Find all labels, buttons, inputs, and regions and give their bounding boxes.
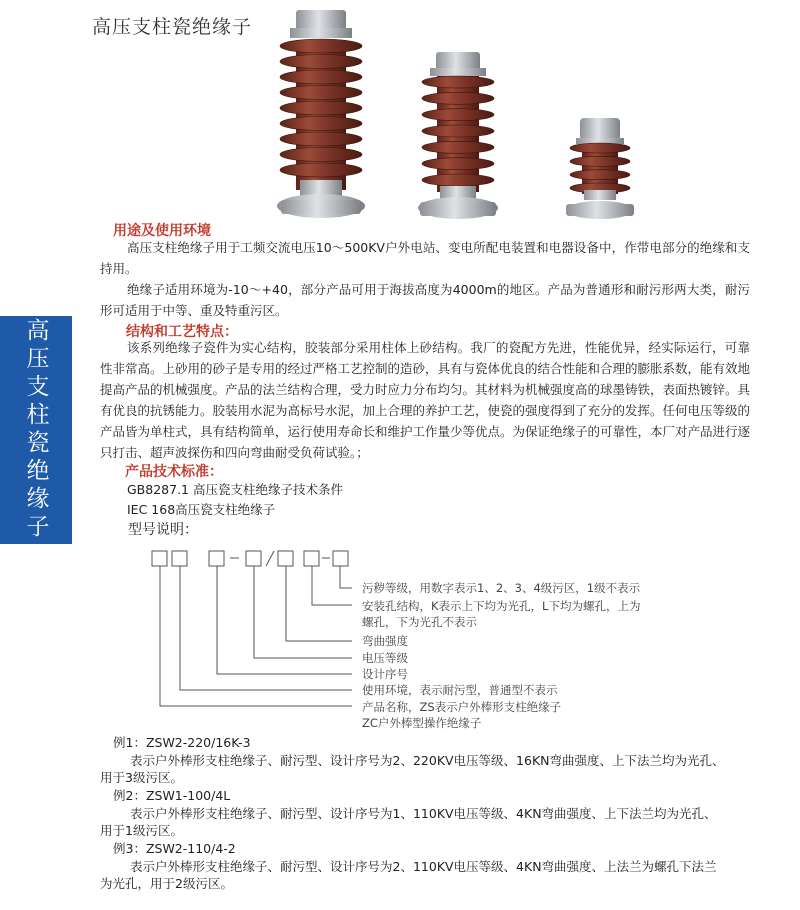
model-label: 使用环境，表示耐污型，普通型不表示 <box>362 683 558 697</box>
model-label: 螺孔，下为光孔不表示 <box>362 615 477 629</box>
side-label: 高压支柱瓷绝缘子 <box>22 318 49 542</box>
standards-heading: 产品技术标准： <box>125 464 223 480</box>
structure-heading: 结构和工艺特点： <box>126 324 238 340</box>
example-title: 例2：ZSW1-100/4L <box>113 788 231 803</box>
example-desc: 表示户外棒形支柱绝缘子、耐污型、设计序号为1、110KV电压等级、4KN弯曲强度、上下法兰均为光孔、 <box>130 806 717 821</box>
insulator-medium <box>418 52 498 219</box>
side-label-band <box>0 316 72 544</box>
model-label: 弯曲强度 <box>362 634 408 648</box>
usage-paragraph-1: 高压支柱绝缘子用于工频交流电压10～500KV户外电站、变电所配电装置和电器设备中，作带电部分的绝缘和支持用。 <box>100 240 750 276</box>
example-title: 例1：ZSW2-220/16K-3 <box>113 735 251 750</box>
example-desc: 表示户外棒形支柱绝缘子、耐污型、设计序号为2、220KV电压等级、16KN弯曲强度、上下法兰均为光孔、 <box>130 753 725 768</box>
model-label: 产品名称，ZS表示户外棒形支柱绝缘子 <box>362 700 562 714</box>
product-photo <box>200 0 660 232</box>
page-title: 高压支柱瓷绝缘子 <box>92 16 253 38</box>
example-desc: 用于1级污区。 <box>100 823 183 838</box>
standard-item: GB8287.1 高压瓷支柱绝缘子技术条件 <box>127 482 343 497</box>
model-label: 安装孔结构，K表示上下均为光孔，L下均为螺孔，上为 <box>362 599 641 613</box>
insulator-small <box>566 118 634 219</box>
usage-paragraph-2: 绝缘子适用环境为-10～+40，部分产品可用于海拔高度为4000m的地区。产品为普通形和耐污形两大类，耐污形可适用于中等、重及特重污区。 <box>100 282 750 318</box>
structure-paragraph: 该系列绝缘子瓷件为实心结构，胶装部分采用柱体上砂结构。我厂的瓷配方先进，性能优异，经实际运行，可靠性非常高。上砂用的砂子是专用的经过严格工艺控制的造砂，具有与瓷体优良的结合性能和合理的膨胀系数，能有效地提高产品的机械强度。产品的法兰结构合理，受力时应力分布均匀。其材料为机械强度高的球墨铸铁，表面热镀锌。具有优良的抗锈能力。胶装用水泥为高标号水泥，加上合理的养护工艺，使瓷的强度得到了充分的发挥。任何电压等级的产品皆为单柱式，具有结构简单，运行使用寿命长和维护工作量少等优点。为保证绝缘子的可靠性，本厂对产品进行逐只打击、超声波探伤和四向弯曲耐受负荷试验。； <box>100 340 751 460</box>
model-label: 电压等级 <box>362 651 408 665</box>
model-label: ZC户外棒型操作绝缘子 <box>362 716 482 730</box>
example-title: 例3：ZSW2-110/4-2 <box>113 841 236 856</box>
example-desc: 为光孔，用于2级污区。 <box>100 876 233 891</box>
example-desc: 用于3级污区。 <box>100 770 183 785</box>
insulator-large <box>277 10 365 218</box>
example-desc: 表示户外棒形支柱绝缘子、耐污型、设计序号为2、110KV电压等级、4KN弯曲强度、上法兰为螺孔下法兰 <box>130 859 717 874</box>
usage-heading: 用途及使用环境 <box>113 223 211 239</box>
standard-item: IEC 168高压瓷支柱绝缘子 <box>127 502 276 517</box>
model-label: 污秽等级，用数字表示1、2、3、4级污区，1级不表示 <box>362 581 641 595</box>
model-label: 设计序号 <box>362 667 408 681</box>
model-heading: 型号说明： <box>128 522 198 538</box>
